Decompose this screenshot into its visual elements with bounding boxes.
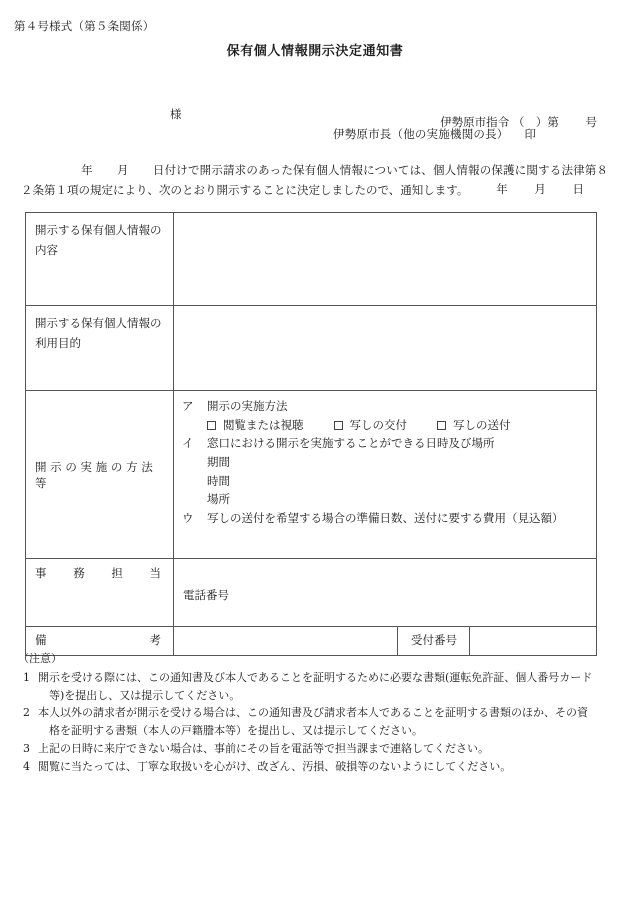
issue-date: 年 月 日	[496, 182, 584, 197]
remarks-label-char-2: 考	[149, 633, 161, 647]
staff-label	[26, 559, 173, 581]
staff-label-char-2: 務	[73, 566, 85, 580]
purpose-label-line1: 開示する保有個人情報の	[35, 316, 162, 330]
note-text-main: 本人以外の請求者が開示を受ける場合は、この通知書及び請求者本人であることを証明する書類のほか、その資	[38, 706, 588, 720]
table-row-purpose	[26, 306, 597, 391]
method-sub-time	[182, 472, 588, 491]
method-mark-u: ウ	[182, 510, 194, 525]
note-text	[38, 669, 614, 705]
note-number: 1	[23, 670, 30, 684]
method-sub-place-label: 場所	[207, 492, 230, 507]
note-item	[16, 669, 614, 705]
method-mark-i: イ	[182, 436, 194, 451]
purpose-value	[174, 306, 596, 320]
checkbox-label-viewing: 閲覧または視聴	[223, 417, 304, 432]
method-sub-time-label: 時間	[207, 473, 230, 488]
method-sub-place	[182, 490, 588, 509]
staff-label-char-1: 事	[35, 566, 47, 580]
method-text-a: 開示の実施方法	[207, 399, 288, 413]
note-number: 2	[23, 706, 30, 720]
checkbox-label-delivery: 写しの交付	[349, 417, 407, 432]
value-cell-staff[interactable]	[174, 559, 597, 627]
receipt-number-label: 受付番号	[410, 633, 457, 647]
note-text-continuation: 等)を提出し、又は提示してください。	[49, 688, 241, 702]
staff-label-char-3: 担	[111, 566, 123, 580]
body-month: 月	[116, 163, 129, 177]
notes-heading: （注意）	[18, 652, 62, 665]
content-label-line1: 開示する保有個人情報の	[35, 223, 162, 237]
table-row-content	[26, 213, 597, 306]
note-text: 閲覧に当たっては、丁寧な取扱いを心がけ、改ざん、汚損、破損等のないようにしてください。	[38, 759, 512, 773]
note-text-main: 開示を受ける際には、この通知書及び本人であることを証明するために必要な書類(運転免許証、個人番号カード	[38, 670, 593, 684]
value-cell-method	[174, 391, 597, 559]
method-text-u: 写しの送付を希望する場合の準備日数、送付に要する費用（見込額）	[207, 510, 564, 525]
checkbox-label-mailing: 写しの送付	[453, 417, 511, 432]
issuer-block	[333, 126, 536, 142]
checkbox-option-viewing[interactable]	[207, 416, 304, 435]
label-cell-purpose	[26, 306, 174, 391]
notes-section	[16, 650, 614, 776]
value-cell-purpose[interactable]	[174, 306, 597, 391]
receipt-number-value	[470, 627, 596, 641]
label-cell-content	[26, 213, 174, 306]
method-text-i: 窓口における開示を実施することができる日時及び場所	[207, 436, 495, 451]
method-item-i	[182, 434, 588, 453]
table-row-method	[26, 391, 597, 559]
page-title: 保有個人情報開示決定通知書	[226, 44, 404, 59]
staff-label-char-4: 当	[149, 566, 161, 580]
purpose-label-line2: 利用目的	[35, 336, 81, 351]
form-number: 第４号様式（第５条関係）	[14, 19, 155, 33]
note-number: 4	[23, 759, 30, 773]
label-cell-staff	[26, 559, 174, 627]
note-item	[16, 704, 614, 740]
disclosure-form-table	[25, 212, 597, 656]
content-label-line2: 内容	[35, 243, 58, 258]
remarks-label	[26, 627, 173, 648]
checkbox-option-mailing[interactable]	[437, 416, 511, 435]
method-sub-period-label: 期間	[207, 454, 230, 469]
checkbox-icon[interactable]	[437, 421, 446, 430]
checkbox-option-delivery[interactable]	[334, 416, 408, 435]
method-label: 開示の実施の方法等	[35, 459, 157, 490]
seal-icon: 印	[524, 127, 537, 141]
body-year: 年	[81, 163, 93, 177]
method-checkbox-row	[182, 416, 588, 435]
body-paragraph	[21, 160, 608, 201]
value-cell-content[interactable]	[174, 213, 597, 306]
remarks-value	[174, 627, 397, 641]
addressee-honorific: 様	[170, 107, 182, 121]
phone-number-label: 電話番号	[183, 588, 229, 602]
body-text: 日付けで開示請求のあった保有個人情報については、個人情報の保護に関する法律第８２条第１項の規定により、次のとおり開示することに決定しましたので、通知します。	[21, 163, 609, 198]
issuer-name: 伊勢原市長（他の実施機関の長）	[333, 127, 509, 141]
issue-number: 伊勢原市指令 （ ）第 号	[440, 114, 597, 129]
method-mark-a: ア	[182, 399, 194, 413]
note-text	[38, 704, 614, 740]
method-item-a	[182, 397, 588, 416]
method-item-u	[182, 509, 588, 528]
checkbox-icon[interactable]	[207, 421, 216, 430]
checkbox-icon[interactable]	[334, 421, 343, 430]
note-item	[16, 740, 614, 758]
method-sub-period	[182, 453, 588, 472]
label-cell-method	[26, 391, 174, 559]
note-text-continuation: 格を証明する書類（本人の戸籍謄本等）を提出し、又は提示してください。	[49, 724, 423, 738]
table-row-staff	[26, 559, 597, 627]
note-text: 上記の日時に来庁できない場合は、事前にその旨を電話等で担当課まで連絡してください。	[38, 742, 489, 756]
note-item	[16, 758, 614, 776]
note-number: 3	[23, 742, 30, 756]
remarks-label-char-1: 備	[35, 633, 47, 647]
content-value	[174, 213, 596, 227]
